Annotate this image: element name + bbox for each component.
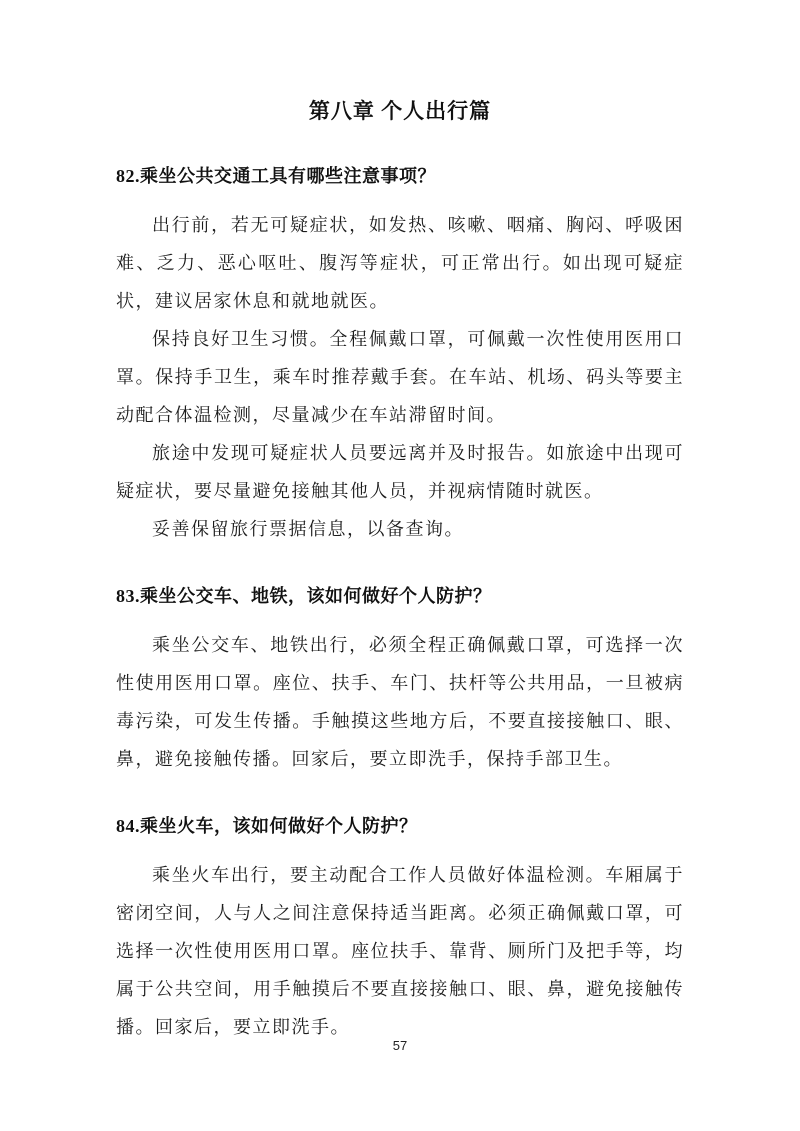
paragraph: 保持良好卫生习惯。全程佩戴口罩，可佩戴一次性使用医用口罩。保持手卫生，乘车时推荐戴手套。在车站、机场、码头等要主动配合体温检测，尽量减少在车站滞留时间。 <box>116 329 684 425</box>
paragraph: 乘坐火车出行，要主动配合工作人员做好体温检测。车厢属于密闭空间，人与人之间注意保持适当距离。必须正确佩戴口罩，可选择一次性使用医用口罩。座位扶手、靠背、厕所门及把手等，均属于公共空间，用手触摸后不要直接接触口、眼、鼻，避免接触传播。回家后，要立即洗手。 <box>116 865 684 1037</box>
question-heading-83: 83.乘坐公交车、地铁，该如何做好个人防护？ <box>116 586 492 606</box>
section-question-84 <box>116 812 684 1046</box>
section-question-83 <box>116 582 684 778</box>
paragraph: 出行前，若无可疑症状，如发热、咳嗽、咽痛、胸闷、呼吸困难、乏力、恶心呕吐、腹泻等症状，可正常出行。如出现可疑症状，建议居家休息和就地就医。 <box>116 215 684 311</box>
paragraph: 旅途中发现可疑症状人员要远离并及时报告。如旅途中出现可疑症状，要尽量避免接触其他人员，并视病情随时就医。 <box>116 443 684 501</box>
question-heading-84: 84.乘坐火车，该如何做好个人防护？ <box>116 816 418 836</box>
paragraph: 乘坐公交车、地铁出行，必须全程正确佩戴口罩，可选择一次性使用医用口罩。座位、扶手、车门、扶杆等公共用品，一旦被病毒污染，可发生传播。手触摸这些地方后，不要直接接触口、眼、鼻，避免接触传播。回家后，要立即洗手，保持手部卫生。 <box>116 635 684 769</box>
section-question-82 <box>116 162 684 548</box>
page-number: 57 <box>392 1038 408 1053</box>
paragraph: 妥善保留旅行票据信息，以备查询。 <box>152 519 464 539</box>
chapter-title: 第八章 个人出行篇 <box>308 99 492 123</box>
question-heading-82: 82.乘坐公共交通工具有哪些注意事项？ <box>116 166 436 186</box>
